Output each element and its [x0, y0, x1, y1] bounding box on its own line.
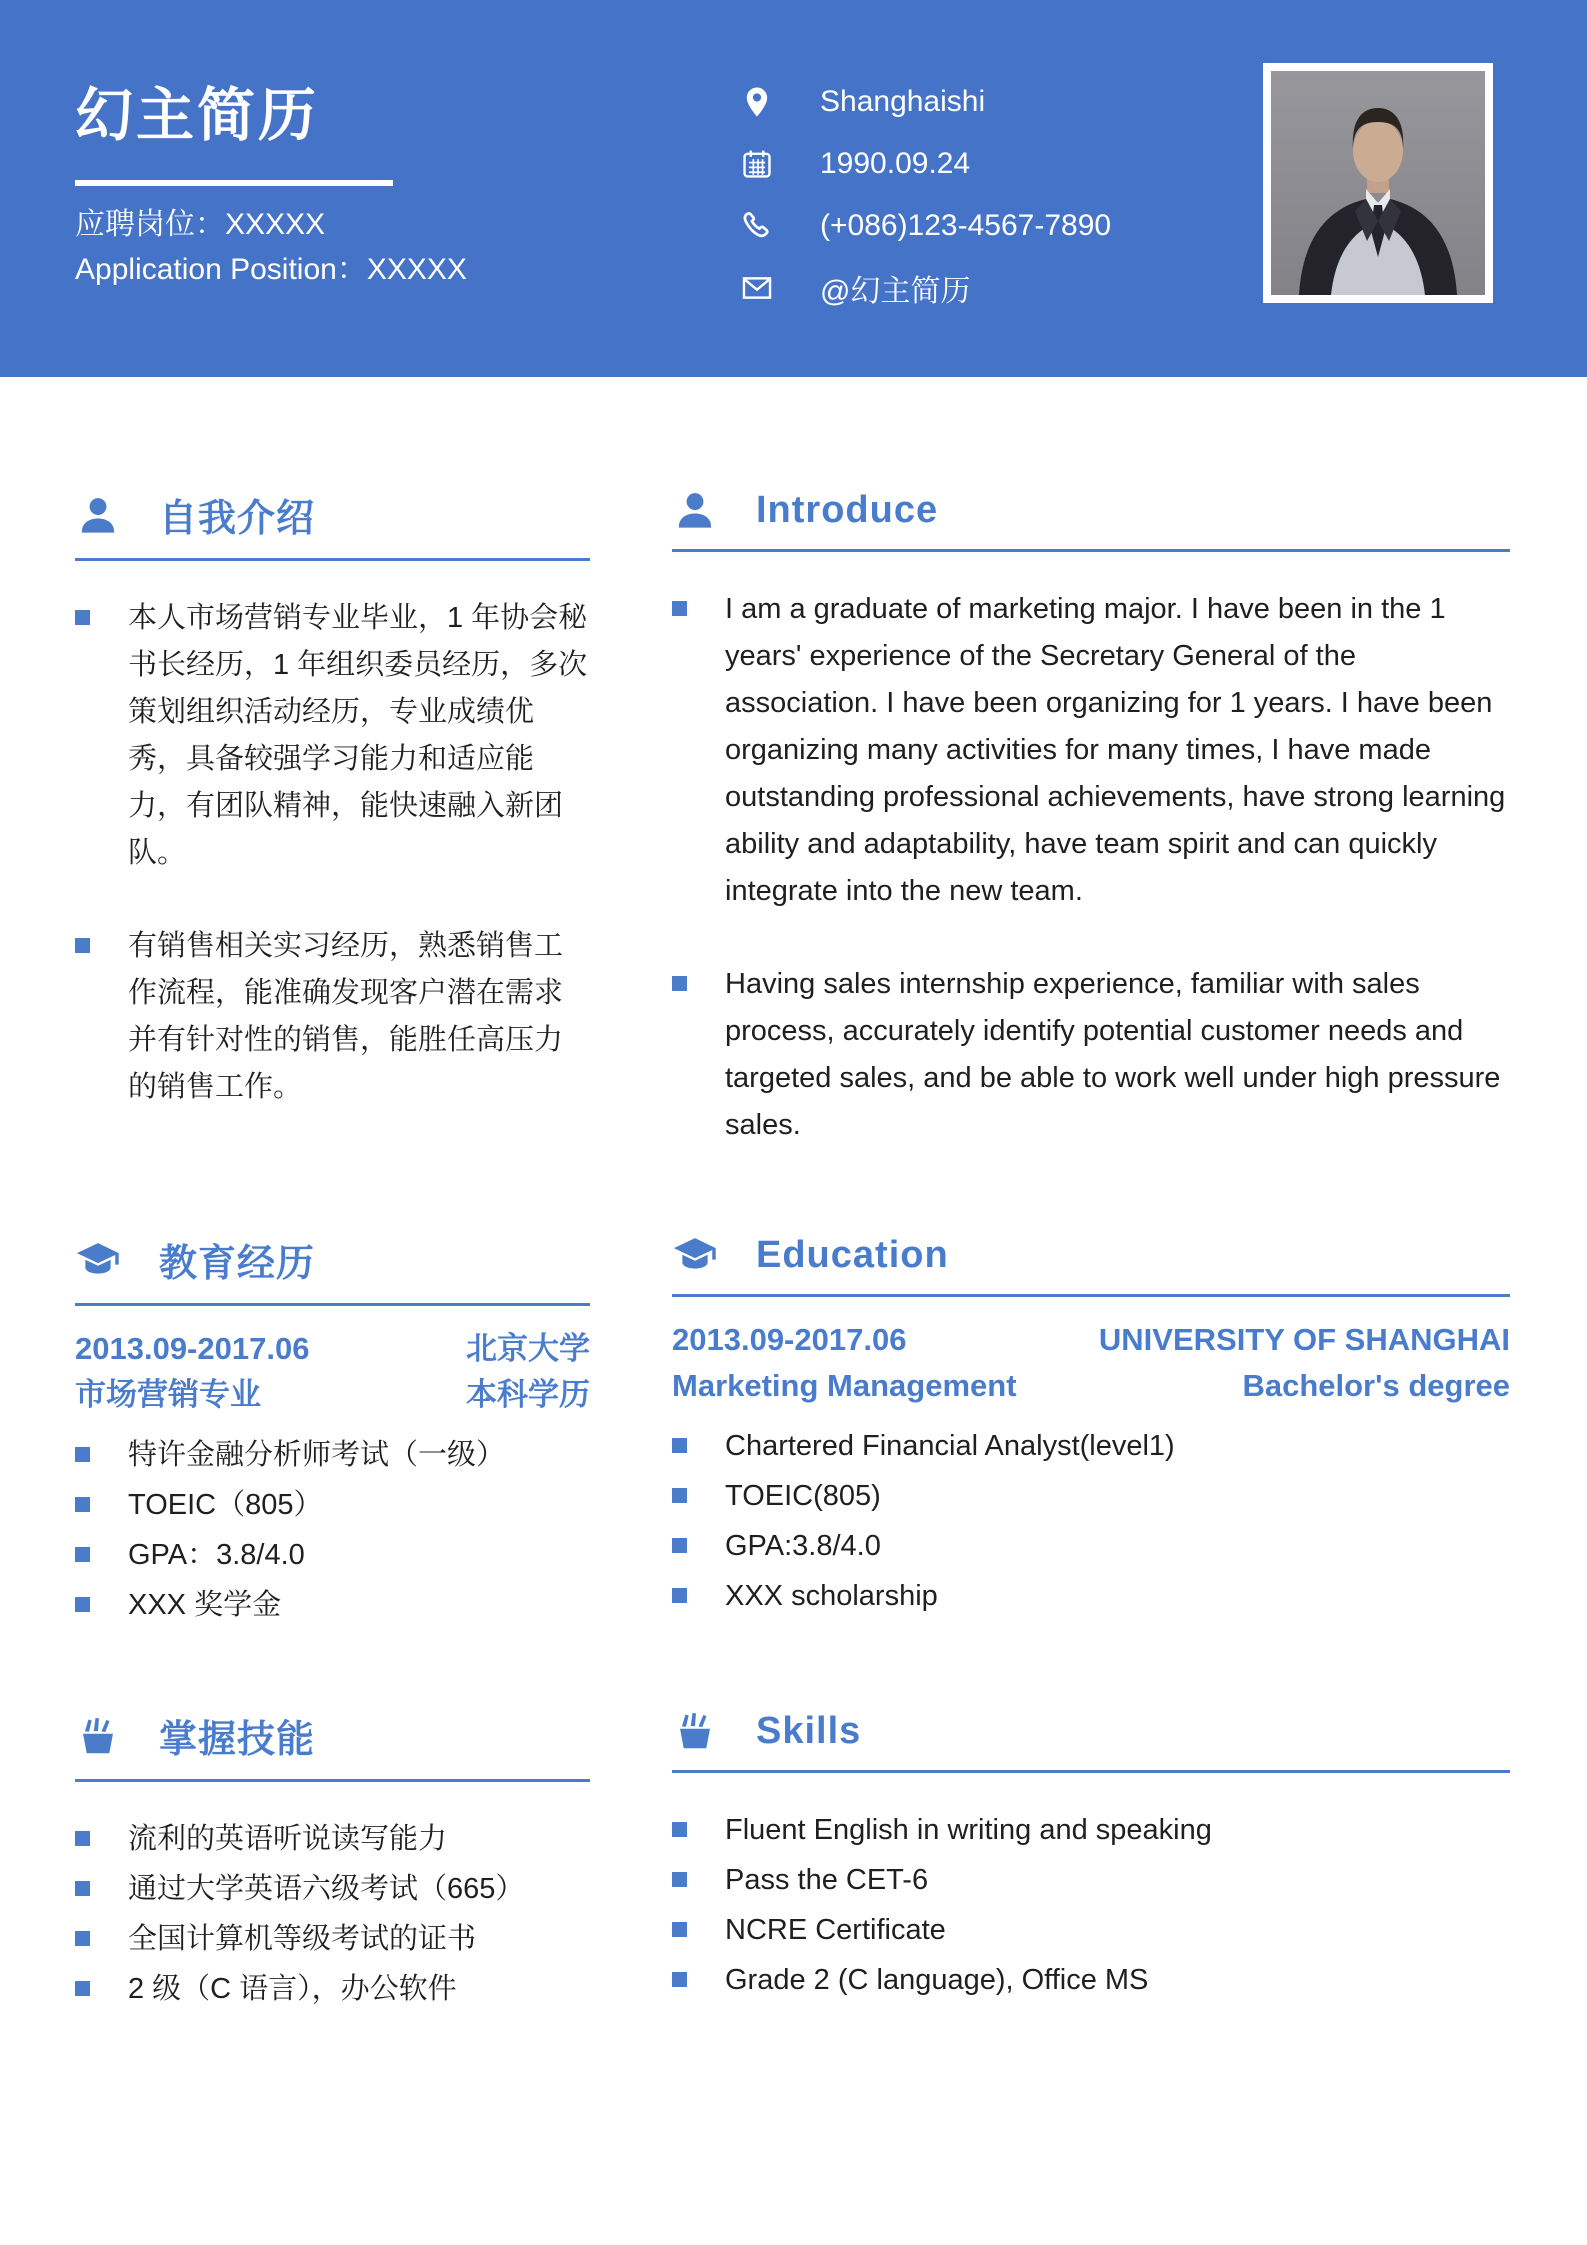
section-title: 掌握技能 [159, 1719, 316, 1761]
bullet-text: Having sales internship experience, familiar with sales process, accurately identify potential customer needs and targeted sales, and be able to work well under high pressure sales. [725, 968, 1501, 1141]
bullet-text: 流利的英语听说读写能力 [128, 1823, 448, 1855]
education-major: Marketing Management [672, 1368, 1017, 1403]
bullet-square-icon [672, 1438, 687, 1453]
education-school: UNIVERSITY OF SHANGHAI [1098, 1322, 1510, 1357]
contact-row-birthday [738, 144, 1111, 184]
section-intro-cn [75, 487, 590, 1157]
section-education-cn-header [75, 1232, 590, 1306]
bullet-text: NCRE Certificate [725, 1914, 946, 1946]
bullet-square-icon [672, 976, 687, 991]
section-title: 教育经历 [159, 1243, 316, 1285]
bullet-item [75, 923, 590, 1111]
bullet-square-icon [672, 1488, 687, 1503]
bullet-text: 通过大学英语六级考试（665） [128, 1873, 525, 1905]
section-skills-en-header [672, 1708, 1510, 1773]
bullet-item [75, 595, 590, 877]
education-period: 2013.09-2017.06 [75, 1331, 310, 1366]
education-cn-rows [75, 1326, 590, 1418]
section-title: Skills [756, 1709, 862, 1752]
section-title: Introduce [756, 488, 939, 531]
bullet-square-icon [75, 1497, 90, 1512]
section-education-cn-body [75, 1432, 590, 1629]
bullet-item [672, 1523, 1510, 1570]
bullet-square-icon [75, 938, 90, 953]
section-skills-en-body [672, 1807, 1510, 2004]
email-icon [738, 269, 776, 307]
bullet-square-icon [672, 1538, 687, 1553]
application-position-cn: 应聘岗位：XXXXX [75, 208, 326, 241]
bullet-text: Fluent English in writing and speaking [725, 1814, 1212, 1846]
pens-in-holder-icon [672, 1708, 718, 1754]
education-degree: Bachelor's degree [1242, 1368, 1510, 1403]
education-row [672, 1363, 1510, 1409]
resume-header [0, 0, 1587, 377]
bullet-square-icon [672, 1588, 687, 1603]
graduation-cap-icon [75, 1237, 121, 1283]
bullet-text: Chartered Financial Analyst(level1) [725, 1430, 1175, 1462]
application-position-block [75, 202, 467, 292]
section-intro-en-body [672, 586, 1510, 1149]
bullet-item [75, 1916, 590, 1963]
bullet-square-icon [75, 1981, 90, 1996]
section-intro-cn-header [75, 487, 590, 561]
contact-row-email [738, 268, 1111, 308]
bullet-item [672, 1857, 1510, 1904]
section-skills-cn-header [75, 1708, 590, 1782]
bullet-square-icon [672, 1872, 687, 1887]
bullet-square-icon [75, 1597, 90, 1612]
bullet-text: 全国计算机等级考试的证书 [128, 1923, 477, 1955]
education-major: 市场营销专业 [75, 1377, 261, 1412]
bullet-square-icon [75, 610, 90, 625]
bullet-item [75, 1866, 590, 1913]
bullet-item [75, 1816, 590, 1863]
bullet-item [672, 1957, 1510, 2004]
education-en-rows [672, 1317, 1510, 1409]
bullet-item [672, 961, 1510, 1149]
contact-list [738, 82, 1111, 330]
location-icon [738, 83, 776, 121]
bullet-item [672, 1807, 1510, 1854]
bullet-square-icon [75, 1931, 90, 1946]
education-period: 2013.09-2017.06 [672, 1322, 907, 1357]
calendar-icon [738, 145, 776, 183]
bullet-square-icon [75, 1447, 90, 1462]
brand-block [75, 84, 393, 186]
section-skills-cn [75, 1708, 590, 2016]
section-education-en-body [672, 1423, 1510, 1620]
contact-birthday: 1990.09.24 [820, 147, 971, 180]
bullet-item [75, 1432, 590, 1479]
section-title: 自我介绍 [159, 498, 316, 540]
title-underline [75, 180, 393, 186]
section-title: Education [756, 1233, 949, 1276]
bullet-text: Grade 2 (C language), Office MS [725, 1964, 1149, 1996]
bullet-text: GPA：3.8/4.0 [128, 1539, 305, 1571]
section-education-en [672, 1232, 1510, 1623]
education-school: 北京大学 [466, 1331, 590, 1366]
phone-icon [738, 207, 776, 245]
section-education-en-header [672, 1232, 1510, 1297]
bullet-square-icon [75, 1881, 90, 1896]
graduation-cap-icon [672, 1232, 718, 1278]
page-title: 幻主简历 [75, 83, 320, 148]
bullet-item [75, 1532, 590, 1579]
section-education-cn [75, 1232, 590, 1632]
bullet-item [75, 1582, 590, 1629]
bullet-text: GPA:3.8/4.0 [725, 1530, 881, 1562]
bullet-text: I am a graduate of marketing major. I have been in the 1 years' experience of the Secretary General of the association. I have been organizing for 1 years. I have been organizing many activities for many times, I have made outstanding professional achievements, have strong learning ability and adaptability, have team spirit and can quickly integrate into the new team. [725, 593, 1506, 907]
bullet-square-icon [672, 1922, 687, 1937]
section-intro-en-header [672, 487, 1510, 552]
bullet-item [75, 1966, 590, 2013]
bullet-text: XXX 奖学金 [128, 1589, 282, 1621]
section-intro-en [672, 487, 1510, 1195]
bullet-square-icon [672, 1822, 687, 1837]
application-position-en: Application Position：XXXXX [75, 253, 467, 286]
profile-photo [1263, 63, 1493, 303]
section-skills-en [672, 1708, 1510, 2007]
education-row [672, 1317, 1510, 1363]
bullet-item [75, 1482, 590, 1529]
contact-wechat: @幻主简历 [820, 275, 971, 308]
bullet-item [672, 1423, 1510, 1470]
bullet-text: 特许金融分析师考试（一级） [128, 1439, 506, 1471]
bullet-item [672, 1473, 1510, 1520]
person-icon [672, 487, 718, 533]
bullet-square-icon [672, 1972, 687, 1987]
bullet-text: XXX scholarship [725, 1580, 938, 1612]
bullet-text: Pass the CET-6 [725, 1864, 929, 1896]
contact-location: Shanghaishi [820, 85, 986, 118]
section-intro-cn-body [75, 595, 590, 1111]
bullet-text: TOEIC(805) [725, 1480, 881, 1512]
section-skills-cn-body [75, 1816, 590, 2013]
bullet-text: 本人市场营销专业毕业，1 年协会秘书长经历，1 年组织委员经历，多次策划组织活动经历，专业成绩优秀，具备较强学习能力和适应能力，有团队精神，能快速融入新团队。 [128, 602, 588, 869]
bullet-square-icon [75, 1831, 90, 1846]
bullet-text: TOEIC（805） [128, 1489, 323, 1521]
bullet-text: 有销售相关实习经历，熟悉销售工作流程，能准确发现客户潜在需求并有针对性的销售，能胜任高压力的销售工作。 [128, 930, 564, 1103]
bullet-item [672, 1573, 1510, 1620]
bullet-item [672, 586, 1510, 915]
pens-in-holder-icon [75, 1713, 121, 1759]
person-icon [75, 492, 121, 538]
bullet-item [672, 1907, 1510, 1954]
education-row [75, 1326, 590, 1372]
education-degree: 本科学历 [466, 1377, 590, 1412]
contact-row-phone [738, 206, 1111, 246]
bullet-square-icon [672, 601, 687, 616]
contact-phone: (+086)123-4567-7890 [820, 209, 1112, 242]
education-row [75, 1372, 590, 1418]
bullet-square-icon [75, 1547, 90, 1562]
contact-row-location [738, 82, 1111, 122]
bullet-text: 2 级（C 语言），办公软件 [128, 1973, 457, 2005]
